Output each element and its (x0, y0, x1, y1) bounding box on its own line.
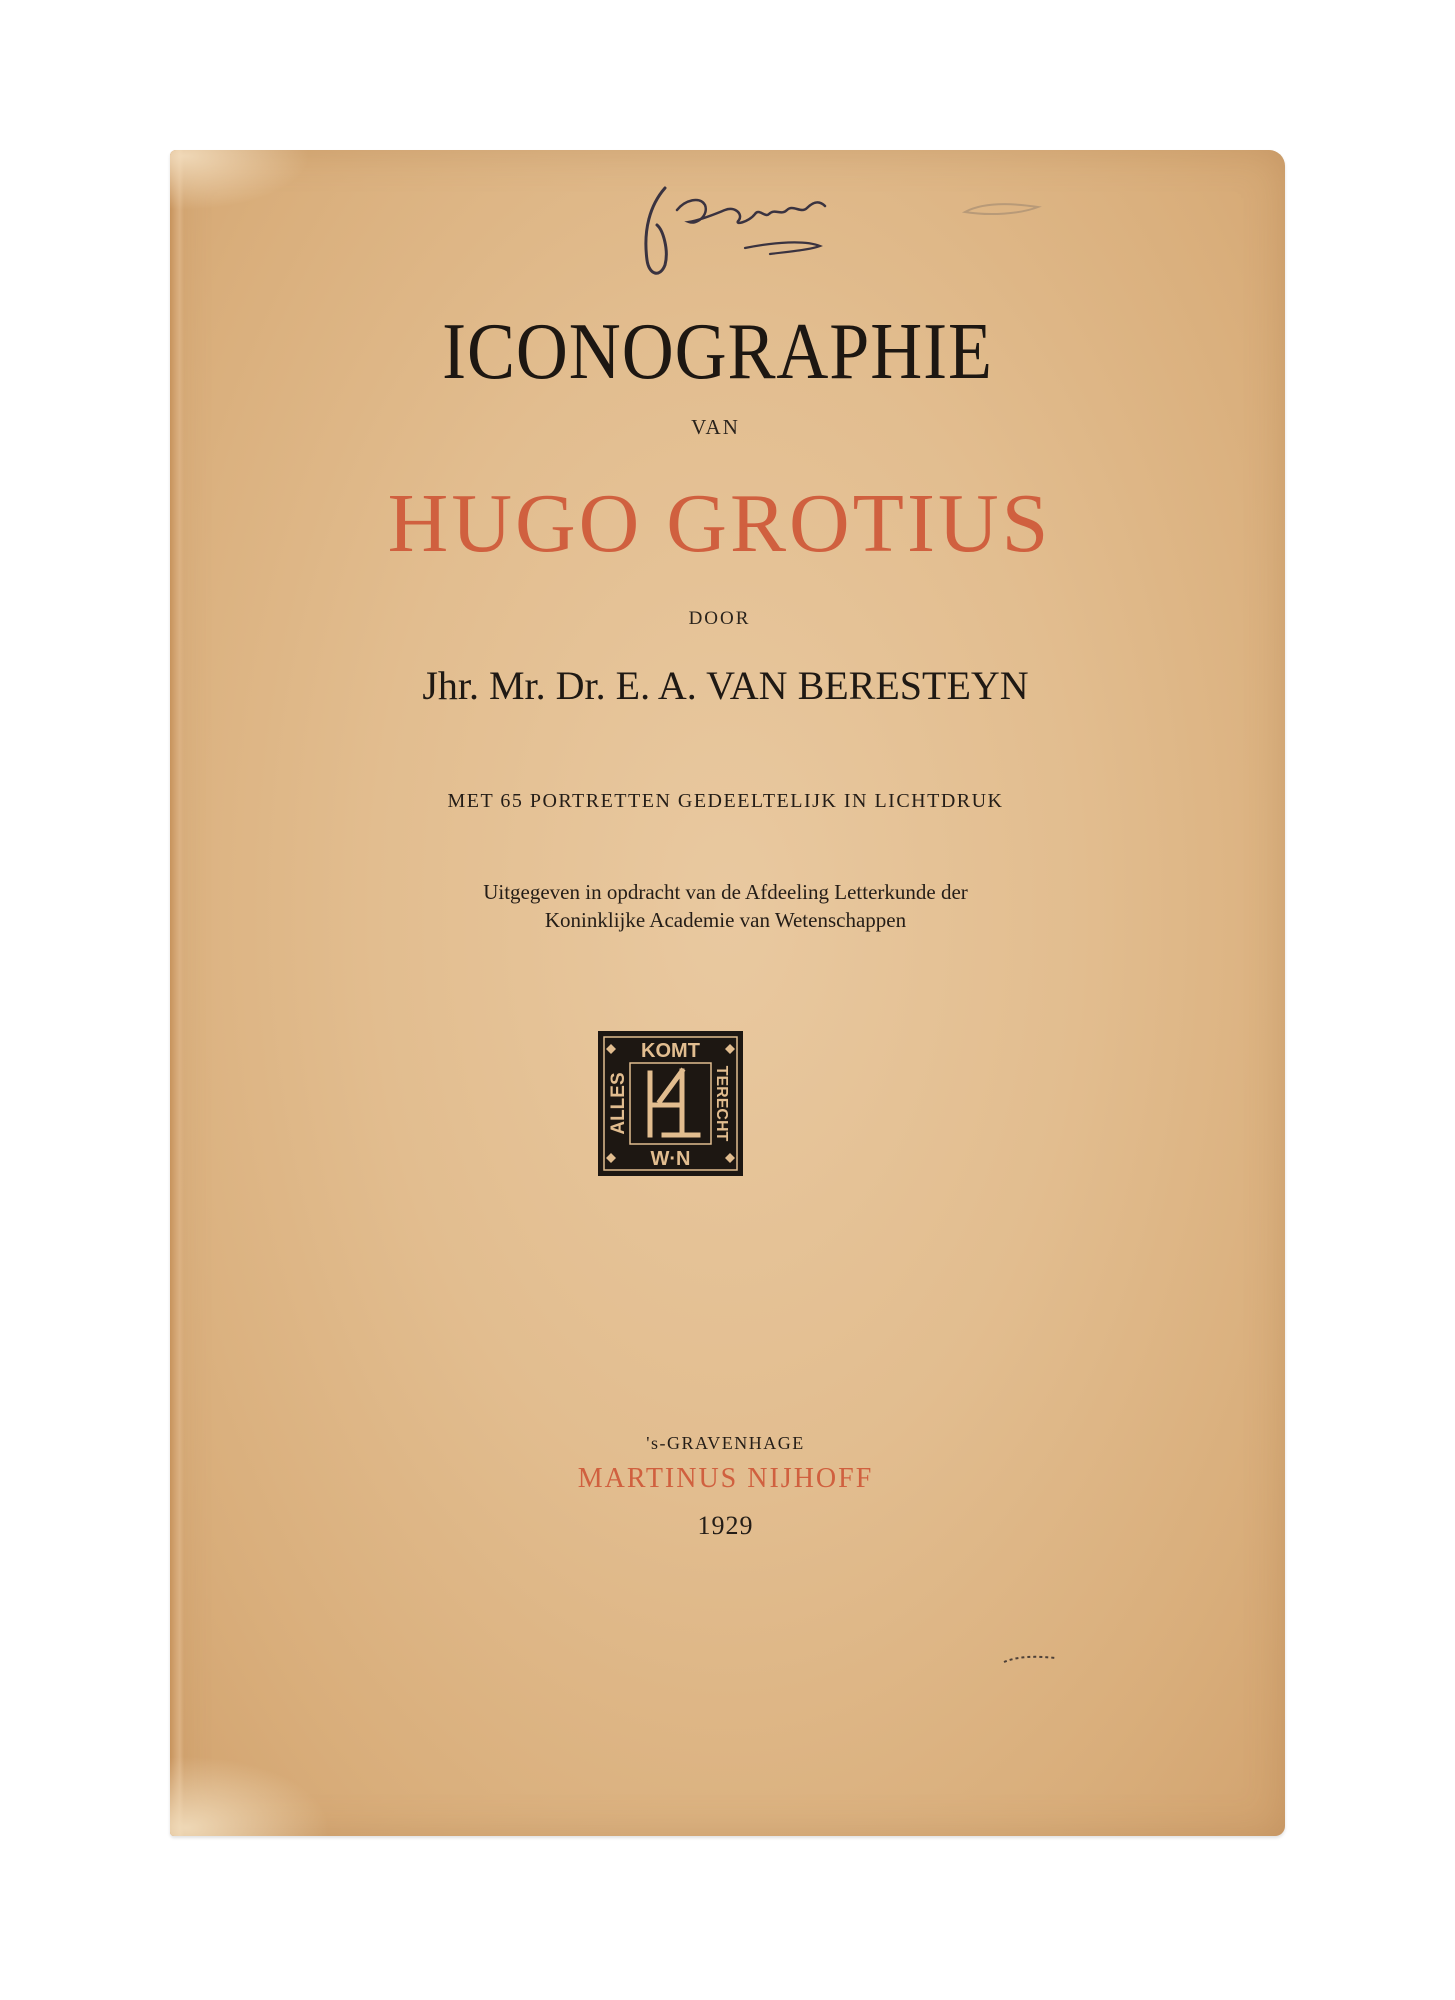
book-cover (170, 150, 1285, 1836)
publication-year: 1929 (697, 1511, 754, 1540)
publication-note-line: Koninklijke Academie van Wetenschappen (544, 908, 907, 932)
publisher-place: 's-GRAVENHAGE (646, 1433, 805, 1453)
title-van: VAN (691, 415, 740, 439)
title-door: DOOR (688, 608, 751, 629)
ink-smudge (960, 198, 1045, 220)
emblem-text-left: ALLES (608, 1072, 629, 1135)
emblem-text-top: KOMT (641, 1040, 700, 1062)
publisher-emblem-icon (598, 1031, 743, 1176)
author-name: Jhr. Mr. Dr. E. A. VAN BERESTEYN (422, 663, 1029, 708)
cover-wear-top (170, 150, 310, 210)
publication-note (170, 878, 1283, 934)
owner-signature (605, 170, 865, 290)
publisher-name: MARTINUS NIJHOFF (577, 1463, 874, 1494)
ink-smudge (1000, 1650, 1060, 1668)
cover-wear-bottom (170, 1756, 330, 1836)
title-iconographie: ICONOGRAPHIE (442, 308, 993, 396)
publication-note-line: Uitgegeven in opdracht van de Afdeeling Letterkunde der (483, 880, 968, 904)
emblem-text-bottom: W·N (650, 1148, 691, 1170)
cover-spine-edge (170, 150, 184, 1836)
title-hugo-grotius: HUGO GROTIUS (387, 477, 1052, 570)
emblem-text-right: TERECHT (713, 1065, 730, 1142)
subtitle: MET 65 PORTRETTEN GEDEELTELIJK IN LICHTDRUK (447, 790, 1004, 812)
